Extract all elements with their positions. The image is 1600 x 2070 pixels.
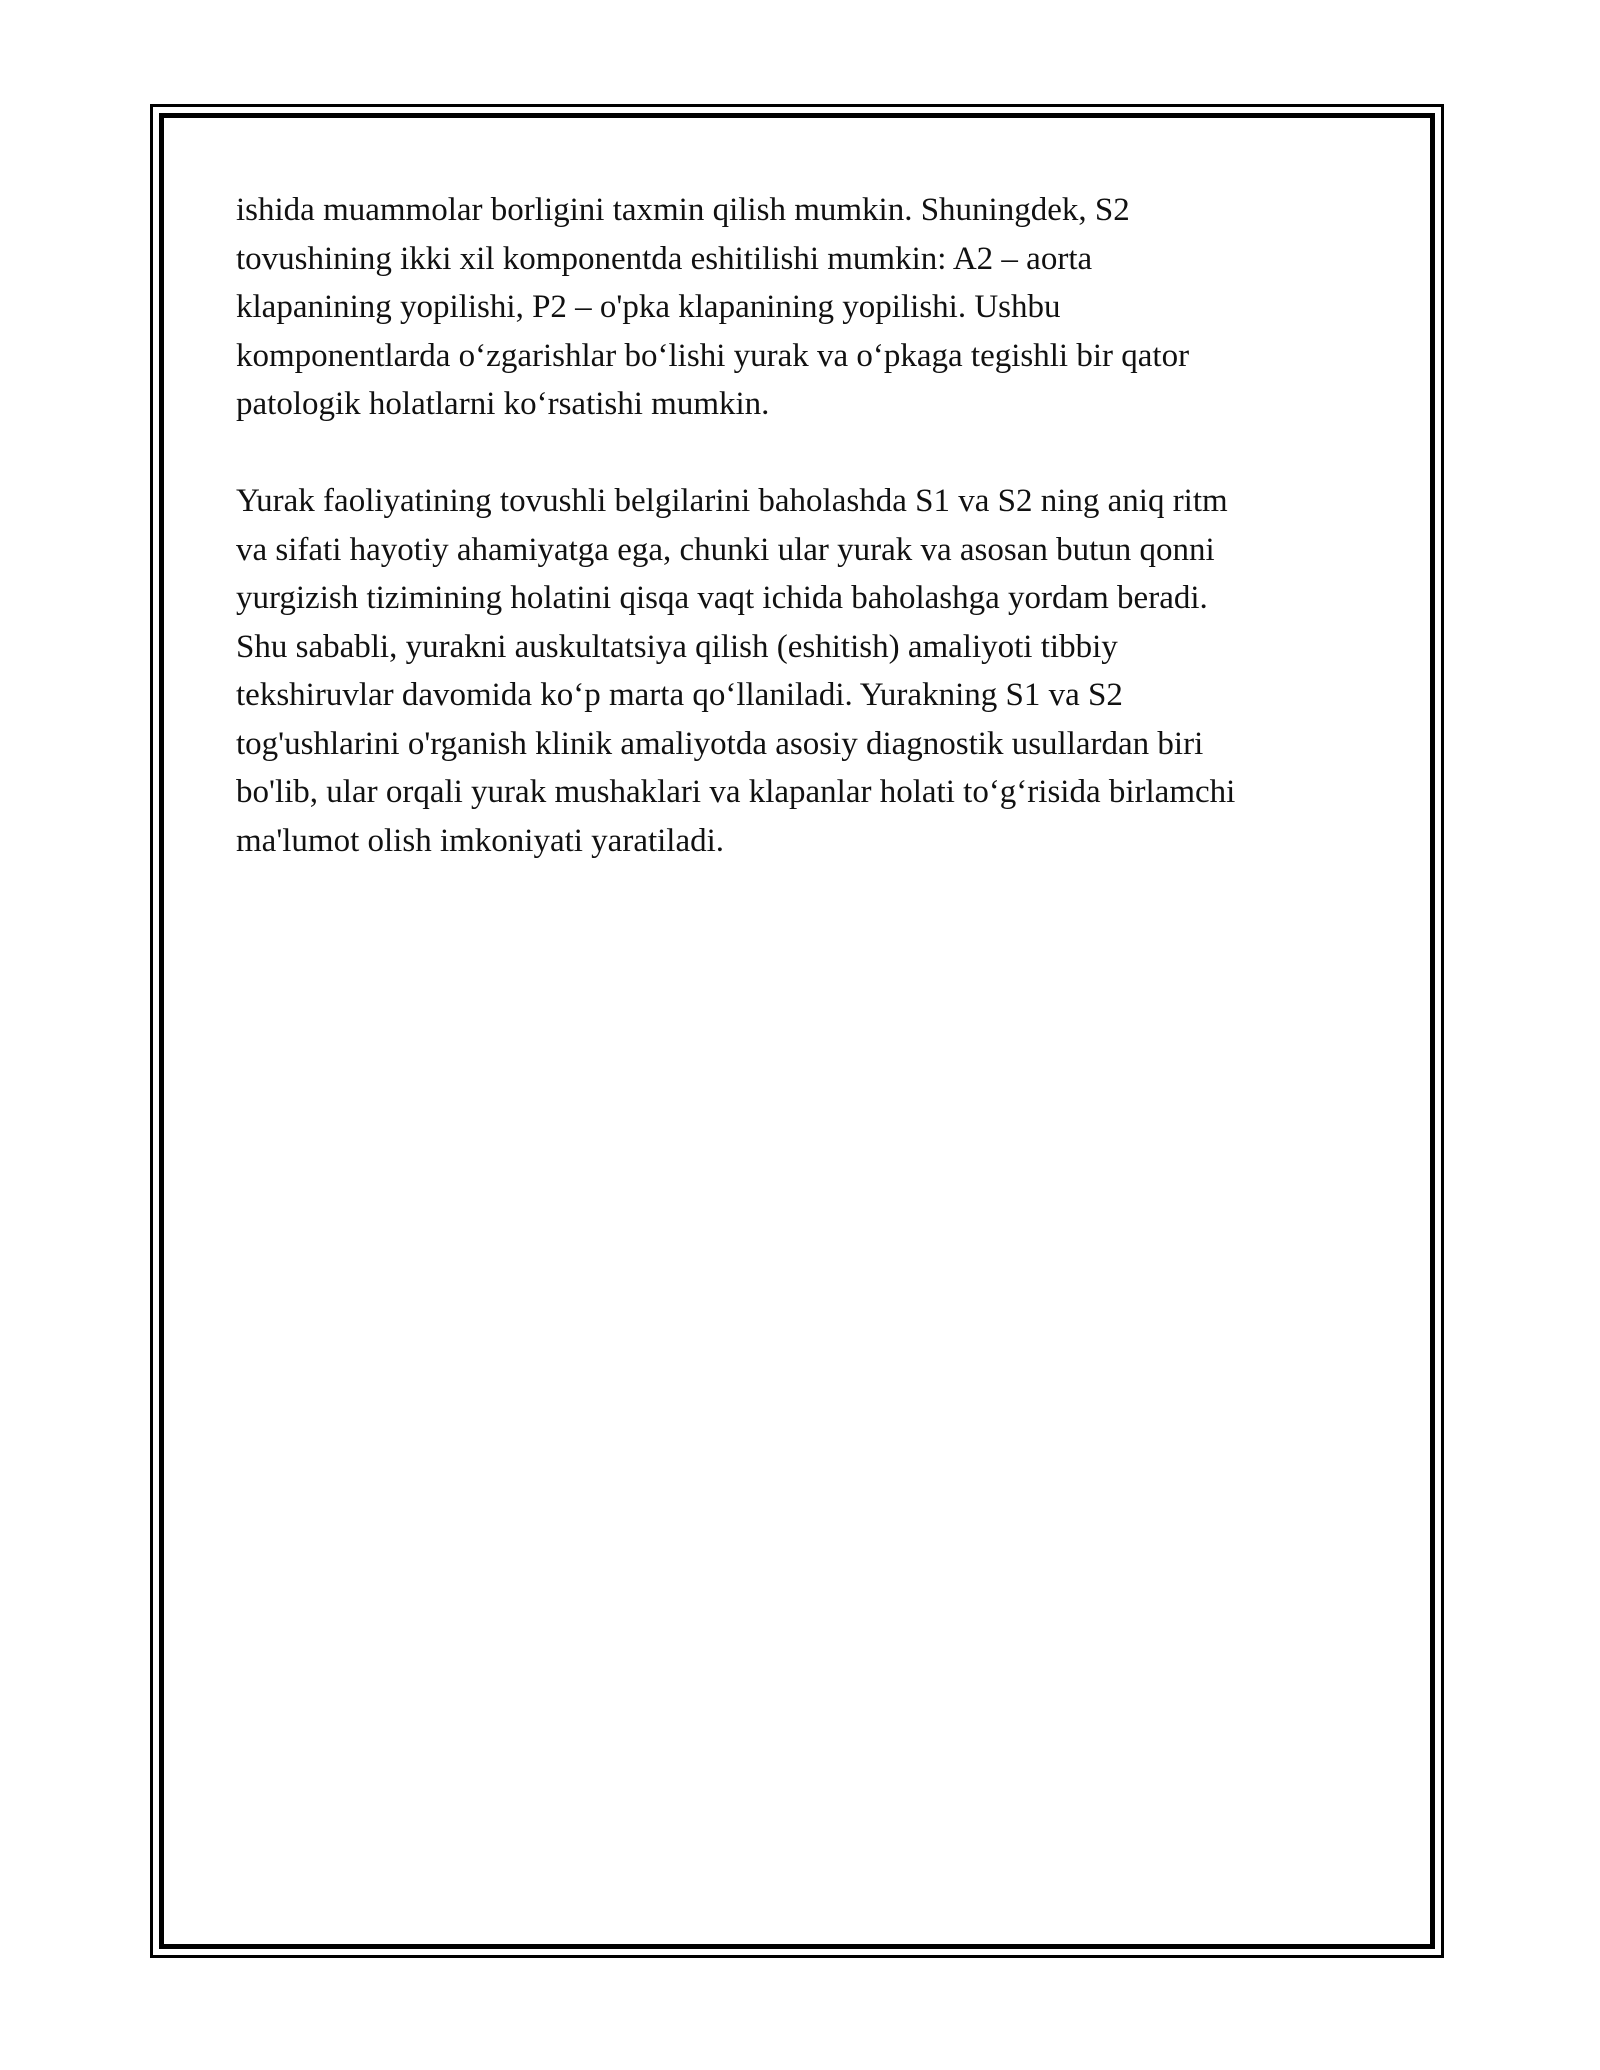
text-line: ishida muammolar borligini taxmin qilish mumkin. Shuningdek, S2 <box>236 192 1130 228</box>
paragraph-2 <box>236 477 1366 865</box>
text-line: Yurak faoliyatining tovushli belgilarini baholashda S1 va S2 ning aniq ritm <box>236 483 1228 519</box>
text-line: yurgizish tizimining holatini qisqa vaqt ichida baholashga yordam beradi. <box>236 580 1208 616</box>
text-line: Shu sababli, yurakni auskultatsiya qilish (eshitish) amaliyoti tibbiy <box>236 628 1118 665</box>
paragraph-1 <box>236 186 1366 429</box>
text-line: komponentlarda o‘zgarishlar bo‘lishi yurak va o‘pkaga tegishli bir qator <box>236 337 1190 374</box>
text-line: tovushining ikki xil komponentda eshitilishi mumkin: A2 – aorta <box>236 240 1093 277</box>
text-line: ma'lumot olish imkoniyati yaratiladi. <box>236 822 725 859</box>
document-body <box>236 186 1366 865</box>
text-line: klapanining yopilishi, P2 – o'pka klapanining yopilishi. Ushbu <box>236 289 1061 325</box>
text-line: va sifati hayotiy ahamiyatga ega, chunki ular yurak va asosan butun qonni <box>236 531 1215 568</box>
text-line: patologik holatlarni ko‘rsatishi mumkin. <box>236 386 770 422</box>
text-line: tekshiruvlar davomida ko‘p marta qo‘llaniladi. Yurakning S1 va S2 <box>236 677 1123 713</box>
text-line: tog'ushlarini o'rganish klinik amaliyotda asosiy diagnostik usullardan biri <box>236 725 1204 762</box>
text-line: bo'lib, ular orqali yurak mushaklari va klapanlar holati to‘g‘risida birlamchi <box>236 774 1236 810</box>
